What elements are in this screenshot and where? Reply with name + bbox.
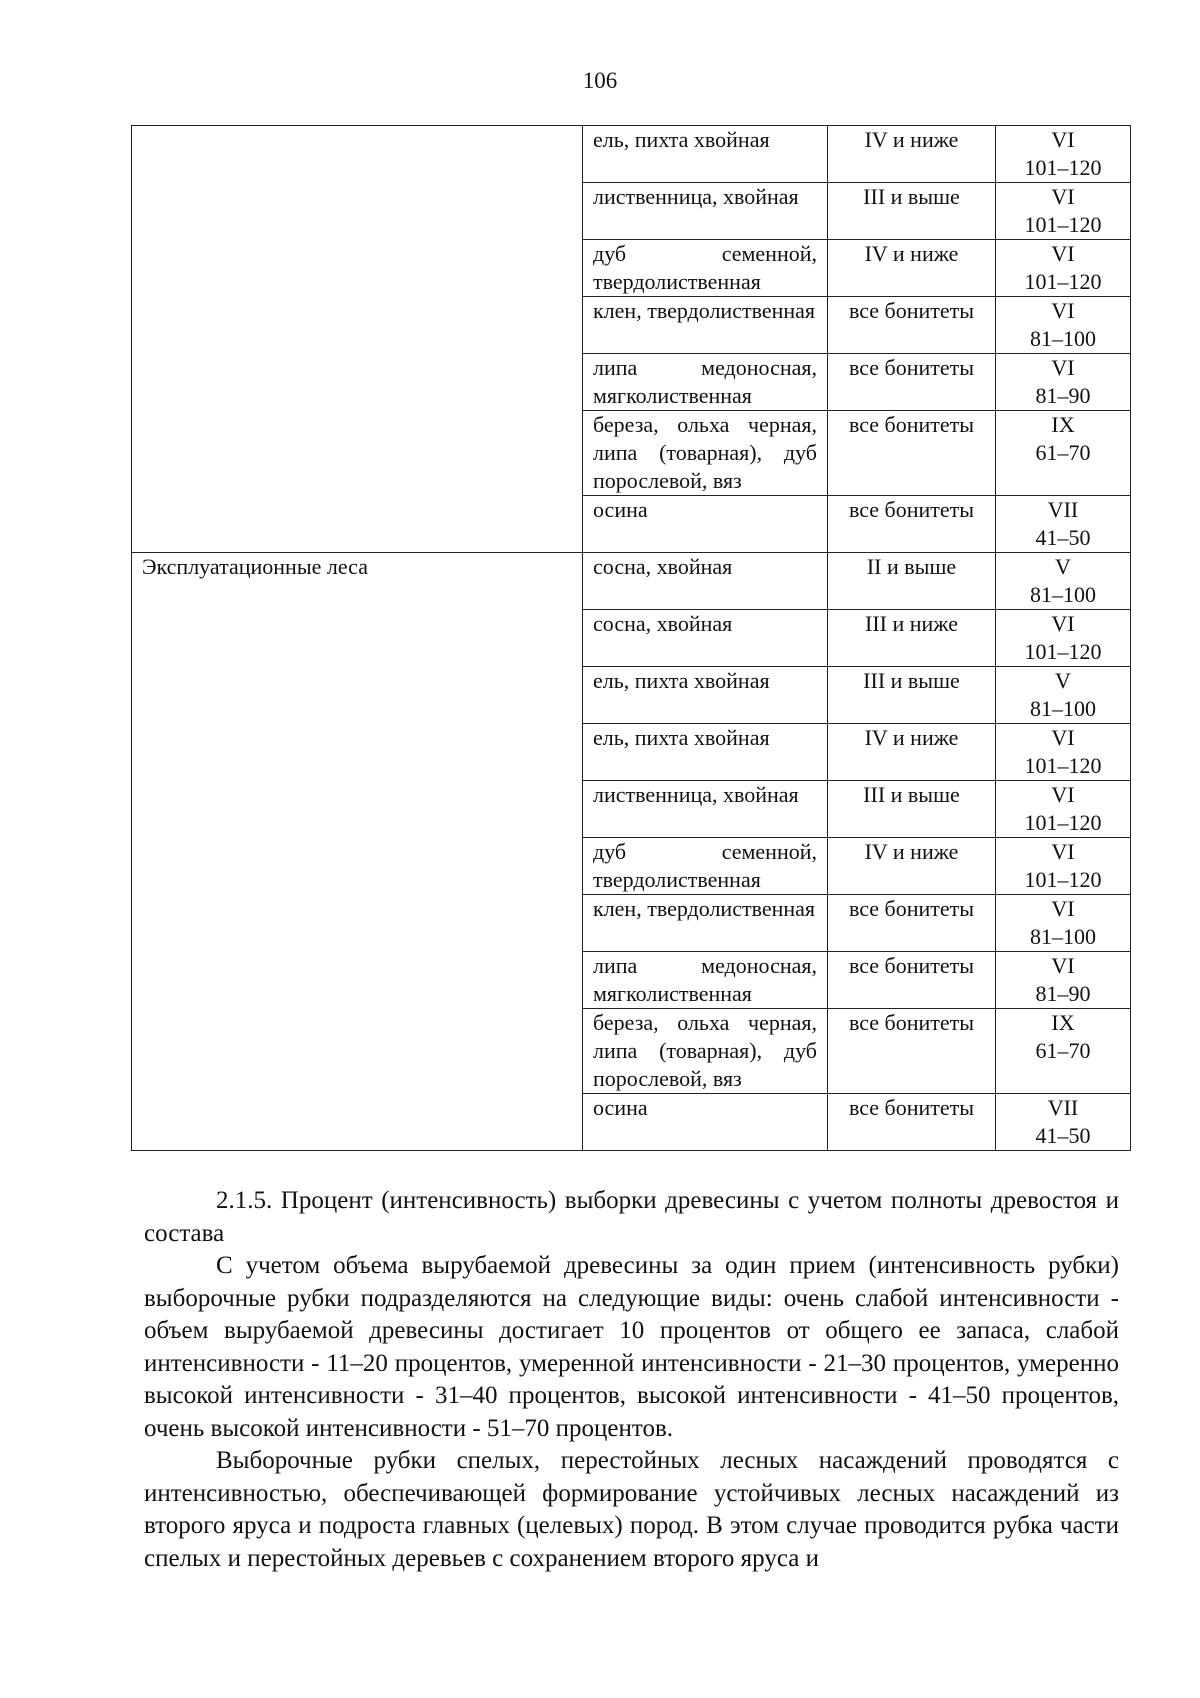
bonitet-cell: все бонитеты: [828, 496, 996, 553]
age-range: 81–100: [1030, 582, 1096, 607]
age-cell: [996, 781, 1131, 838]
bonitet-cell: IV и ниже: [828, 724, 996, 781]
age-class: V: [1055, 554, 1071, 579]
species-cell: осина: [583, 1094, 828, 1151]
bonitet-cell: II и выше: [828, 553, 996, 610]
age-class: VI: [1051, 782, 1075, 807]
age-class: VI: [1051, 953, 1075, 978]
paragraph-intensity: С учетом объема вырубаемой древесины за один прием (интенсивность рубки) выборочные рубки подразделяются на следующие виды: очень слабой интенсивности - объем вырубаемой древесины достигает 10 процентов от общего ее запаса, слабой интенсивности - 11–20 процентов, умеренной интенсивности - 21–30 процентов, умеренно высокой интенсивности - 31–40 процентов, высокой интенсивности - 41–50 процентов, очень высокой интенсивности - 51–70 процентов.: [144, 1252, 1119, 1442]
bonitet-cell: III и выше: [828, 781, 996, 838]
page-number: 106: [582, 68, 618, 93]
age-class: VII: [1047, 497, 1079, 522]
age-cell: [996, 411, 1131, 496]
species-cell: береза, ольха черная, липа (товарная), дуб порослевой, вяз: [583, 411, 828, 496]
age-cell: [996, 952, 1131, 1009]
bonitet-cell: IV и ниже: [828, 838, 996, 895]
age-class: VI: [1051, 839, 1075, 864]
bonitet-cell: все бонитеты: [828, 1094, 996, 1151]
age-class: VI: [1051, 184, 1075, 209]
age-cell: [996, 297, 1131, 354]
species-cell: клен, твердолиственная: [583, 297, 828, 354]
age-range: 81–90: [1035, 383, 1091, 408]
age-cell: [996, 724, 1131, 781]
bonitet-cell: все бонитеты: [828, 895, 996, 952]
age-class: VI: [1051, 355, 1075, 380]
body-text: [144, 1185, 1119, 1575]
age-range: 41–50: [1035, 1123, 1091, 1148]
bonitet-cell: III и выше: [828, 183, 996, 240]
age-range: 61–70: [1035, 440, 1091, 465]
age-range: 81–90: [1035, 981, 1091, 1006]
species-cell: лиственница, хвойная: [583, 183, 828, 240]
age-cell: [996, 895, 1131, 952]
bonitet-cell: III и выше: [828, 667, 996, 724]
species-cell: дуб семенной, твердолиственная: [583, 240, 828, 297]
age-class: VI: [1051, 611, 1075, 636]
age-class: V: [1055, 668, 1071, 693]
species-cell: ель, пихта хвойная: [583, 667, 828, 724]
table-row: [132, 126, 1131, 183]
bonitet-cell: IV и ниже: [828, 240, 996, 297]
species-cell: клен, твердолиственная: [583, 895, 828, 952]
bonitet-cell: все бонитеты: [828, 297, 996, 354]
age-class: IX: [1051, 1010, 1075, 1035]
forest-category-cell: Эксплуатационные леса: [132, 553, 583, 1151]
species-cell: ель, пихта хвойная: [583, 126, 828, 183]
species-cell: сосна, хвойная: [583, 610, 828, 667]
forest-category-cell: [132, 126, 583, 553]
age-range: 81–100: [1030, 924, 1096, 949]
age-cell: [996, 354, 1131, 411]
age-range: 101–120: [1024, 269, 1102, 294]
bonitet-cell: все бонитеты: [828, 1009, 996, 1094]
species-cell: ель, пихта хвойная: [583, 724, 828, 781]
age-range: 101–120: [1024, 639, 1102, 664]
age-class: VI: [1051, 896, 1075, 921]
species-cell: береза, ольха черная, липа (товарная), дуб порослевой, вяз: [583, 1009, 828, 1094]
age-range: 101–120: [1024, 867, 1102, 892]
bonitet-cell: все бонитеты: [828, 952, 996, 1009]
age-cell: [996, 610, 1131, 667]
age-cell: [996, 1009, 1131, 1094]
age-range: 61–70: [1035, 1038, 1091, 1063]
age-class: VII: [1047, 1095, 1079, 1120]
age-range: 101–120: [1024, 212, 1102, 237]
age-range: 101–120: [1024, 753, 1102, 778]
species-cell: дуб семенной, твердолиственная: [583, 838, 828, 895]
age-cell: [996, 240, 1131, 297]
age-cell: [996, 553, 1131, 610]
species-cell: лиственница, хвойная: [583, 781, 828, 838]
species-cell: липа медоносная, мягколиственная: [583, 952, 828, 1009]
table-row: [132, 553, 1131, 610]
age-cell: [996, 126, 1131, 183]
age-cell: [996, 838, 1131, 895]
bonitet-cell: IV и ниже: [828, 126, 996, 183]
age-range: 101–120: [1024, 810, 1102, 835]
age-of-felling-table: [131, 125, 1131, 1151]
bonitet-cell: все бонитеты: [828, 411, 996, 496]
species-cell: осина: [583, 496, 828, 553]
species-cell: сосна, хвойная: [583, 553, 828, 610]
age-class: VI: [1051, 127, 1075, 152]
bonitet-cell: III и ниже: [828, 610, 996, 667]
age-range: 81–100: [1030, 326, 1096, 351]
age-class: VI: [1051, 241, 1075, 266]
age-range: 81–100: [1030, 696, 1096, 721]
age-class: VI: [1051, 725, 1075, 750]
age-range: 101–120: [1024, 155, 1102, 180]
species-cell: липа медоносная, мягколиственная: [583, 354, 828, 411]
age-cell: [996, 496, 1131, 553]
age-cell: [996, 667, 1131, 724]
age-cell: [996, 183, 1131, 240]
age-range: 41–50: [1035, 525, 1091, 550]
paragraph-selective-felling: Выборочные рубки спелых, перестойных лесных насаждений проводятся с интенсивностью, обеспечивающей формирование устойчивых лесных насаждений из второго яруса и подроста главных (целевых) пород. В этом случае проводится рубка части спелых и перестойных деревьев с сохранением второго яруса и: [144, 1447, 1119, 1572]
section-heading: 2.1.5. Процент (интенсивность) выборки древесины с учетом полноты древостоя и состава: [144, 1187, 1119, 1247]
age-cell: [996, 1094, 1131, 1151]
bonitet-cell: все бонитеты: [828, 354, 996, 411]
age-class: IX: [1051, 412, 1075, 437]
age-class: VI: [1051, 298, 1075, 323]
